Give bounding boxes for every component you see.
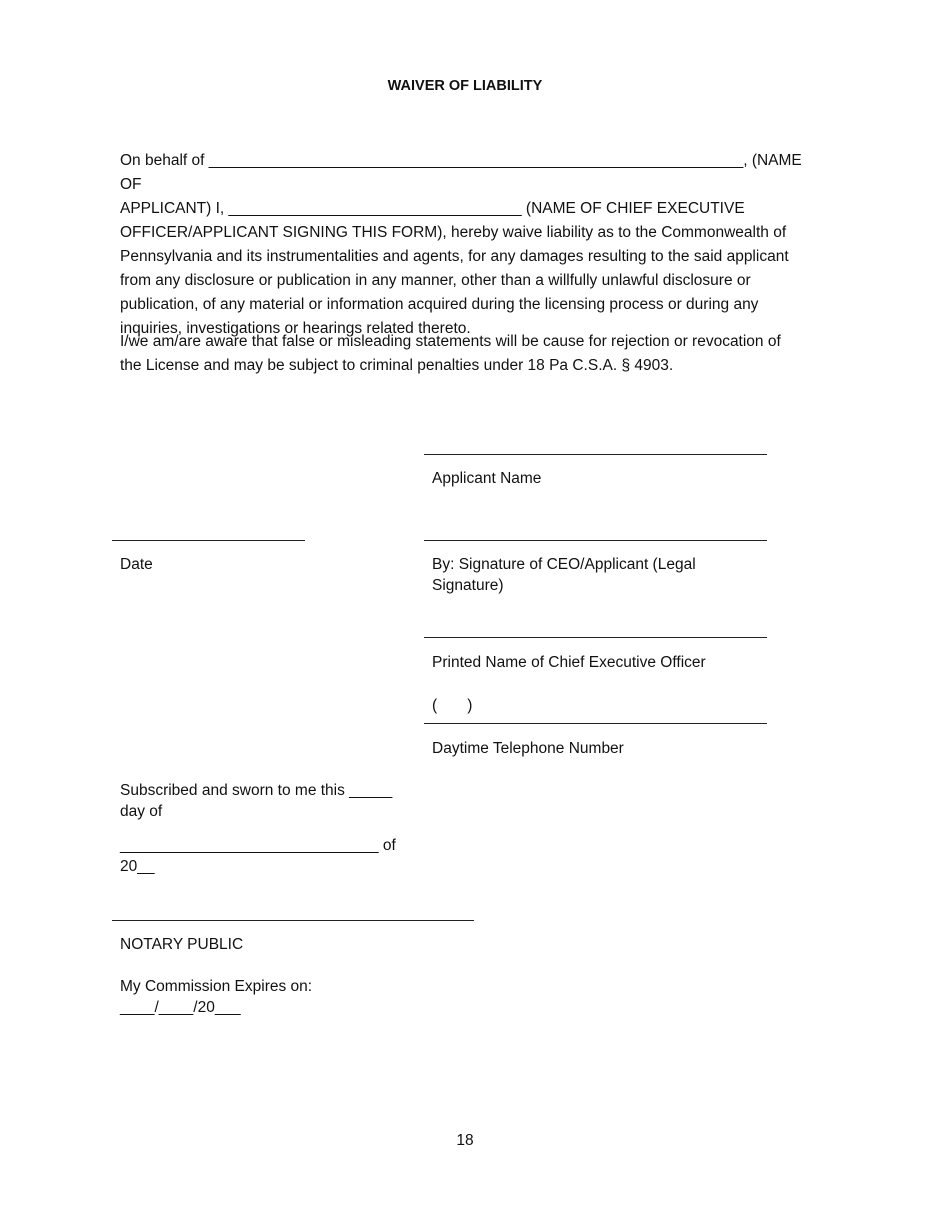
year-line: ______________________________ of [120, 837, 396, 854]
date-label: Date [120, 556, 153, 573]
paragraph-line: publication, of any material or information acquired during the licensing process or during any [120, 296, 759, 313]
subscribed-text [120, 780, 392, 822]
printed-name-line[interactable] [424, 637, 767, 638]
paragraph-line: On behalf of ______________________________________________________________, (NAME OF [120, 152, 802, 193]
subscribed-line: Subscribed and sworn to me this _____ [120, 782, 393, 799]
notary-public-label: NOTARY PUBLIC [120, 936, 244, 953]
awareness-paragraph [120, 330, 810, 378]
signature-label-line: By: Signature of CEO/Applicant (Legal [432, 556, 696, 573]
phone-label: Daytime Telephone Number [432, 740, 624, 757]
date-line[interactable] [112, 540, 305, 541]
printed-name-label: Printed Name of Chief Executive Officer [432, 654, 706, 671]
commission-line: My Commission Expires on: [120, 978, 313, 995]
signature-label-line: Signature) [432, 577, 504, 594]
applicant-name-label: Applicant Name [432, 470, 542, 487]
commission-expires [120, 976, 312, 1018]
paragraph-line: I/we am/are aware that false or misleading statements will be cause for rejection or revocation of [120, 333, 781, 350]
paragraph-line: OFFICER/APPLICANT SIGNING THIS FORM), hereby waive liability as to the Commonwealth of [120, 224, 787, 241]
phone-area-code: ( ) [432, 697, 473, 714]
paragraph-line: Pennsylvania and its instrumentalities and agents, for any damages resulting to the said applicant [120, 248, 789, 265]
page-number: 18 [456, 1132, 474, 1149]
year-line: 20__ [120, 858, 155, 875]
waiver-paragraph [120, 149, 810, 341]
commission-line: ____/____/20___ [120, 999, 241, 1016]
subscribed-line: day of [120, 803, 163, 820]
phone-line[interactable] [424, 723, 767, 724]
signature-line[interactable] [424, 540, 767, 541]
applicant-name-line[interactable] [424, 454, 767, 455]
paragraph-line: APPLICANT) I, __________________________________ (NAME OF CHIEF EXECUTIVE [120, 200, 745, 217]
paragraph-line: inquiries, investigations or hearings related thereto. [120, 320, 471, 337]
document-title: WAIVER OF LIABILITY [387, 78, 543, 94]
notary-signature-line[interactable] [112, 920, 474, 921]
paragraph-line: the License and may be subject to criminal penalties under 18 Pa C.S.A. § 4903. [120, 357, 674, 374]
signature-label [432, 554, 696, 596]
paragraph-line: from any disclosure or publication in any manner, other than a willfully unlawful disclosure or [120, 272, 751, 289]
year-text [120, 835, 396, 877]
